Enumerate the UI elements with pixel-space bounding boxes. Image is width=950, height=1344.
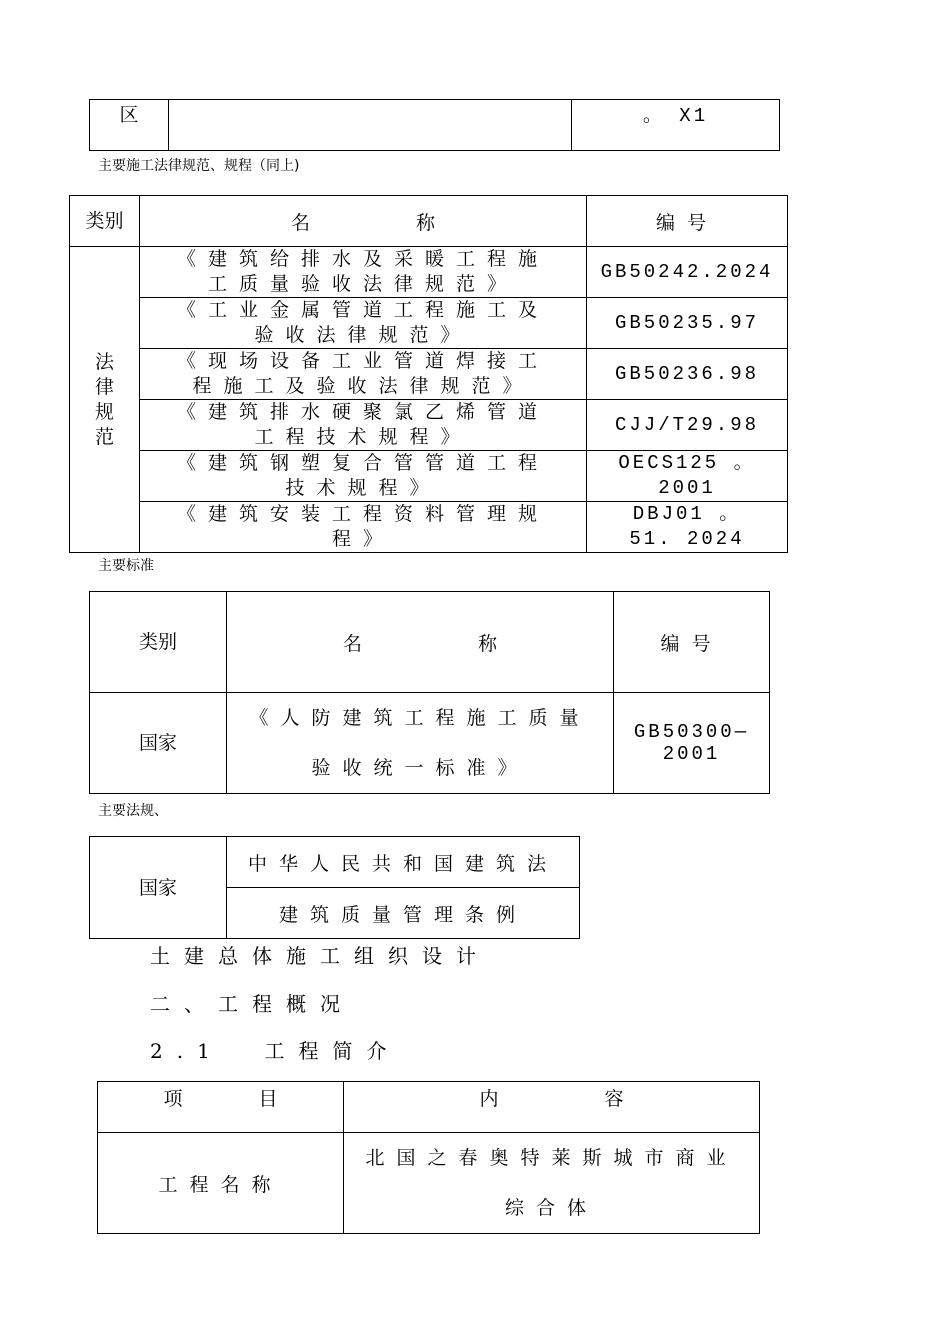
project-table (97, 1081, 760, 1234)
regulations-category: 国家 (90, 837, 227, 939)
standards-header-category: 类别 (90, 592, 227, 693)
regulations-item: 建筑质量管理条例 (227, 888, 580, 939)
regulations-item: 中华人民共和国建筑法 (227, 837, 580, 888)
laws-header-number: 编号 (587, 196, 788, 247)
caption-laws: 主要施工法律规范、规程（同上) (98, 158, 300, 174)
laws-category: 法律规范 (70, 247, 140, 553)
project-header-content: 内 容 (344, 1082, 760, 1133)
standards-table (89, 591, 770, 794)
standards-number: GB50300—2001 (614, 693, 770, 794)
standards-header-name: 名 称 (227, 592, 614, 693)
laws-header-category: 类别 (70, 196, 140, 247)
laws-table (69, 195, 788, 553)
project-content: 北国之春奥特莱斯城市商业综合体 (344, 1133, 760, 1234)
standards-name: 《人防建筑工程施工质量验收统一标准》 (227, 693, 614, 794)
standards-category: 国家 (90, 693, 227, 794)
standards-header-number: 编号 (614, 592, 770, 693)
top-table-col1: 区 (90, 100, 169, 151)
caption-regulations: 主要法规、 (98, 803, 168, 819)
laws-row-name: 《现场设备工业管道焊接工程施工及验收法律规范》 (140, 349, 587, 400)
laws-row-number: CJJ/T29.98 (587, 400, 788, 451)
top-table (89, 99, 780, 151)
heading-design: 土建总体施工组织设计 (150, 944, 490, 968)
top-table-col3: 。 X1 (572, 100, 780, 151)
project-header-item: 项 目 (98, 1082, 344, 1133)
laws-row-name: 《工业金属管道工程施工及验收法律规范》 (140, 298, 587, 349)
heading-overview: 二、工程概况 (150, 992, 354, 1016)
laws-row-number: OECS125 。 2001 (587, 451, 788, 502)
heading-intro: 2.1 工程简介 (150, 1039, 401, 1063)
caption-standards: 主要标准 (98, 558, 154, 574)
top-table-col2 (169, 100, 572, 151)
laws-row-number: GB50235.97 (587, 298, 788, 349)
project-item: 工程名称 (98, 1133, 344, 1234)
laws-row-name: 《建筑排水硬聚氯乙烯管道工程技术规程》 (140, 400, 587, 451)
regulations-table (89, 836, 580, 939)
laws-row-name: 《建筑钢塑复合管管道工程技术规程》 (140, 451, 587, 502)
laws-row-name: 《建筑安装工程资料管理规程》 (140, 502, 587, 553)
laws-row-number: GB50236.98 (587, 349, 788, 400)
laws-row-name: 《建筑给排水及采暖工程施工质量验收法律规范》 (140, 247, 587, 298)
laws-header-name: 名 称 (140, 196, 587, 247)
laws-row-number: DBJ01 。 51. 2024 (587, 502, 788, 553)
laws-row-number: GB50242.2024 (587, 247, 788, 298)
